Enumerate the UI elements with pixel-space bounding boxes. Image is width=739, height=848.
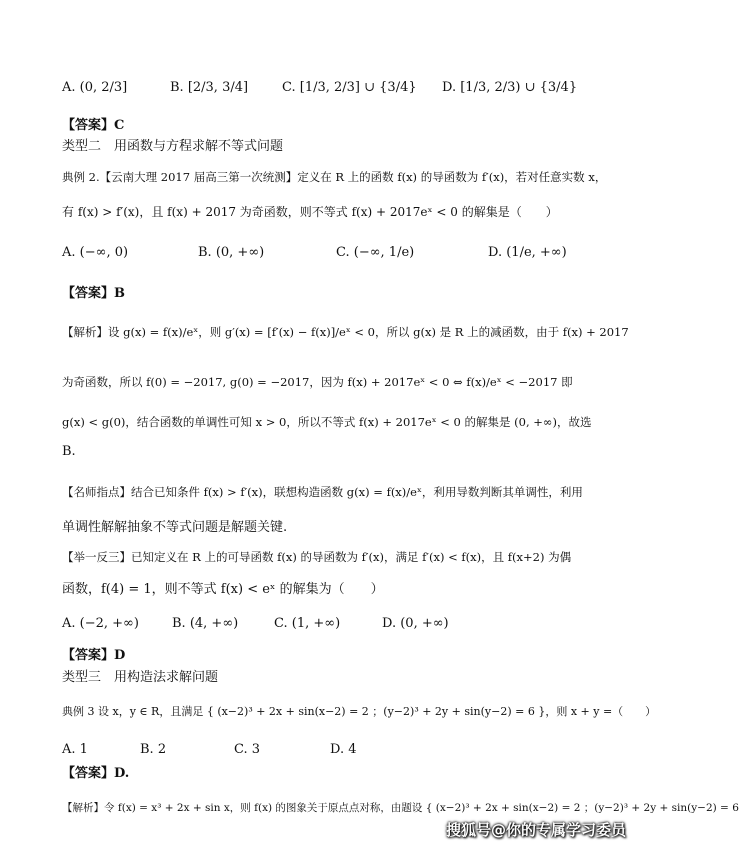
tip-line-2: 单调性解解抽象不等式问题是解题关键. — [62, 520, 288, 535]
analysis-2-line-4: B. — [62, 444, 76, 459]
practice-line-1: 【举一反三】已知定义在 R 上的可导函数 f(x) 的导函数为 f′(x)，满足 f′(x) < f(x)，且 f(x+2) 为偶 — [62, 550, 572, 564]
example-2-option-c: C. (−∞, 1/e) — [336, 245, 415, 260]
example-3-option-b: B. 2 — [140, 742, 167, 757]
example-3-option-c: C. 3 — [234, 742, 261, 757]
example-2-option-a: A. (−∞, 0) — [62, 245, 129, 260]
q1-option-c: C. [1/3, 2/3] ∪ {3/4} — [282, 80, 417, 95]
example-3-line: 典例 3 设 x，y ∈ R，且满足 { (x−2)³ + 2x + sin(x−2) = 2 ；(y−2)³ + 2y + sin(y−2) = 6 }，则 x + y =（ ） — [62, 705, 657, 718]
example-3-option-d: D. 4 — [330, 742, 357, 757]
answer-4: 【答案】D. — [62, 766, 130, 781]
example-2-line-1: 典例 2.【云南大理 2017 届高三第一次统测】定义在 R 上的函数 f(x) 的导函数为 f′(x)，若对任意实数 x， — [62, 170, 607, 184]
analysis-2-line-3: g(x) < g(0)，结合函数的单调性可知 x > 0，所以不等式 f(x) + 2017eˣ < 0 的解集是 (0, +∞)，故选 — [62, 415, 592, 429]
section-type-2: 类型二 用函数与方程求解不等式问题 — [62, 139, 284, 154]
answer-1: 【答案】C — [62, 118, 125, 133]
practice-option-b: B. (4, +∞) — [172, 616, 239, 631]
q1-option-b: B. [2/3, 3/4] — [170, 80, 249, 95]
watermark-text: 搜狐号@你的专属学习委员 — [445, 821, 626, 839]
example-3-option-a: A. 1 — [62, 742, 88, 757]
example-2-option-d: D. (1/e, +∞) — [488, 245, 567, 260]
example-2-option-b: B. (0, +∞) — [198, 245, 265, 260]
practice-line-2: 函数，f(4) = 1，则不等式 f(x) < eˣ 的解集为（ ） — [62, 582, 384, 597]
analysis-2-line-1: 【解析】设 g(x) = f(x)/eˣ，则 g′(x) = [f′(x) − f(x)]/eˣ < 0，所以 g(x) 是 R 上的减函数，由于 f(x) + 2017 — [62, 325, 629, 339]
answer-2: 【答案】B — [62, 286, 125, 301]
practice-option-d: D. (0, +∞) — [382, 616, 449, 631]
q1-option-d: D. [1/3, 2/3) ∪ {3/4} — [442, 80, 578, 95]
example-2-line-2: 有 f(x) > f′(x)，且 f(x) + 2017 为奇函数，则不等式 f(x) + 2017eˣ < 0 的解集是（ ） — [62, 205, 558, 219]
analysis-2-line-2: 为奇函数，所以 f(0) = −2017, g(0) = −2017，因为 f(x) + 2017eˣ < 0 ⇔ f(x)/eˣ < −2017 即 — [62, 375, 573, 389]
practice-option-a: A. (−2, +∞) — [62, 616, 139, 631]
answer-3: 【答案】D — [62, 648, 126, 663]
analysis-3-line: 【解析】令 f(x) = x³ + 2x + sin x，则 f(x) 的图象关于原点点对称，由题设 { (x−2)³ + 2x + sin(x−2) = 2 ；(y−2)³ + 2y + sin(y−2) = 6 — [62, 802, 739, 814]
q1-option-a: A. (0, 2/3] — [62, 80, 128, 95]
practice-option-c: C. (1, +∞) — [274, 616, 341, 631]
section-type-3: 类型三 用构造法求解问题 — [62, 670, 219, 685]
tip-line-1: 【名师指点】结合已知条件 f(x) > f′(x)，联想构造函数 g(x) = f(x)/eˣ，利用导数判断其单调性，利用 — [62, 485, 583, 499]
